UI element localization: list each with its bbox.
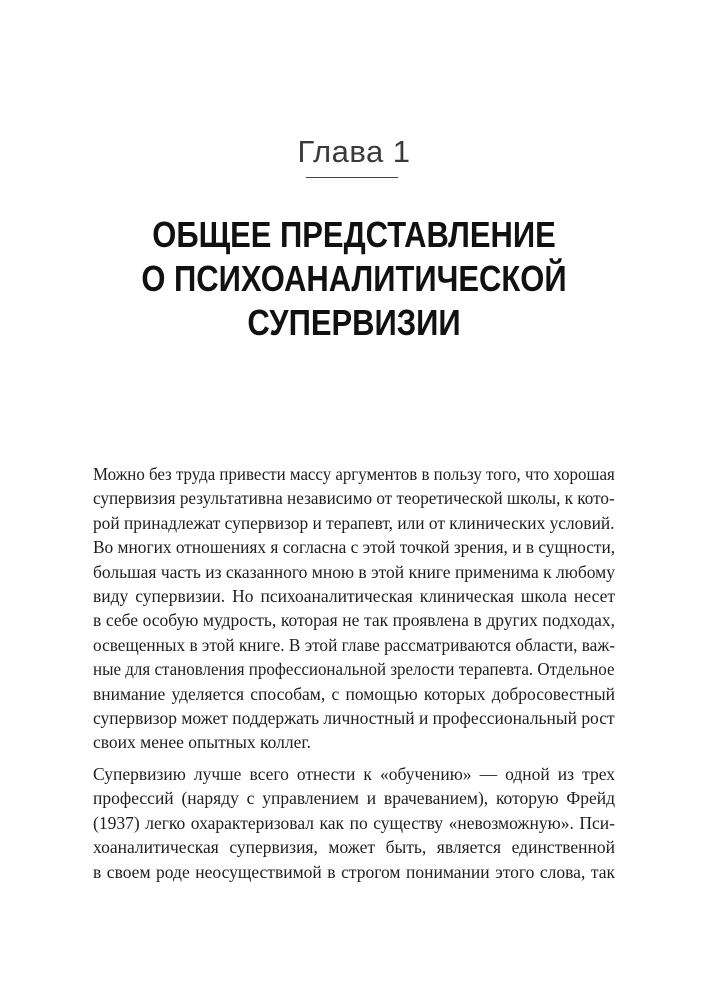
paragraph-1 — [93, 462, 615, 755]
text-line: большая часть из сказанного мною в этой книге применима к любому — [93, 561, 615, 582]
text-line: освещенных в этой книге. В этой главе рассматриваются области, важ- — [93, 634, 616, 655]
chapter-underline — [306, 177, 398, 178]
text-line: в своем роде неосуществимой в строгом понимании этого слова, так — [93, 861, 615, 882]
chapter-title — [50, 213, 659, 345]
text-line: профессий (наряду с управлением и врачеванием), которую Фрейд — [93, 788, 615, 809]
text-line: Супервизию лучше всего отнести к «обучению» — одной из трех — [93, 764, 615, 784]
text-line: супервизия результативна независимо от теоретической школы, к кото- — [93, 488, 615, 509]
text-line: супервизор может поддержать личностный и профессиональный рост — [93, 708, 615, 729]
text-line: Во многих отношениях я согласна с этой точкой зрения, и в сущности, — [93, 537, 616, 558]
text-line: ные для становления профессиональной зрелости терапевта. Отдельное — [93, 659, 615, 680]
text-line: хоаналитическая супервизия, может быть, является единственной — [93, 837, 615, 858]
paragraph-2 — [93, 762, 615, 884]
chapter-title-line: О ПСИХОАНАЛИТИЧЕСКОЙ — [141, 258, 567, 299]
text-line: внимание уделяется способам, с помощью которых добросовестный — [93, 683, 615, 704]
text-line: в себе особую мудрость, которая не так проявлена в других подходах, — [93, 610, 615, 631]
text-line: своих менее опытных коллег. — [93, 732, 311, 753]
text-line: Можно без труда привести массу аргументов в пользу того, что хорошая — [93, 464, 615, 484]
chapter-title-line: ОБЩЕЕ ПРЕДСТАВЛЕНИЕ — [152, 214, 556, 255]
text-line: (1937) легко охарактеризовал как по существу «невозможную». Пси- — [93, 812, 615, 833]
chapter-title-line: СУПЕРВИЗИИ — [247, 302, 461, 343]
chapter-label: Глава 1 — [297, 134, 411, 169]
text-line: рой принадлежат супервизор и терапевт, или от клинических условий. — [93, 512, 615, 533]
text-line: виду супервизии. Но психоаналитическая клиническая школа несет — [93, 586, 615, 607]
